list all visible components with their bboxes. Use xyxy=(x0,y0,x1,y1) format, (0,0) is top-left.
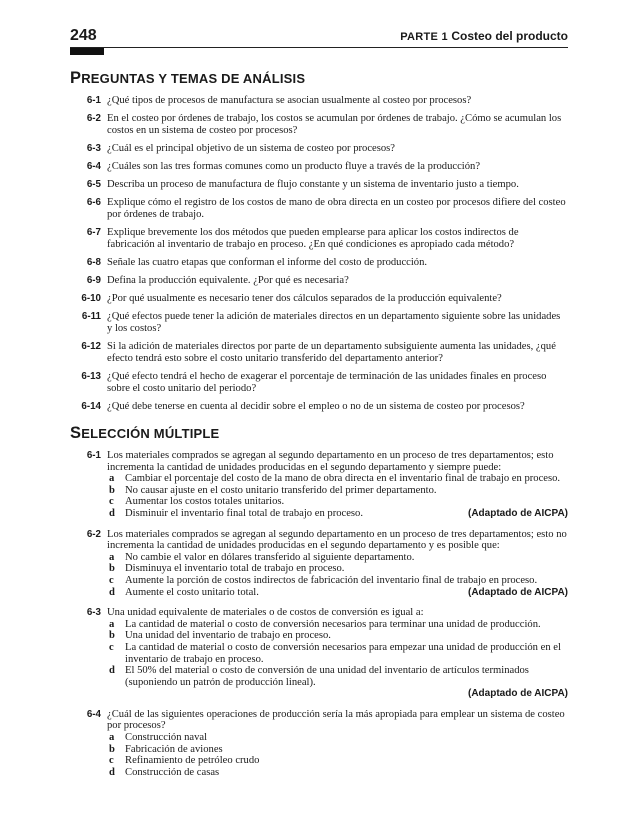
mc-option xyxy=(107,630,568,642)
questions-list xyxy=(70,95,568,419)
part-label: PARTE 1 xyxy=(400,31,448,43)
mc-stem: Una unidad equivalente de materiales o de costos de conversión es igual a: xyxy=(107,607,424,619)
mc-option-text: Aumentar los costos totales unitarios. xyxy=(125,496,285,508)
mc-option-text: No causar ajuste en el costo unitario transferido del primer departamento. xyxy=(125,484,437,496)
mc-option xyxy=(107,473,568,485)
mc-option-letter: c xyxy=(109,755,114,767)
question-number: 6-3 xyxy=(86,143,101,155)
mc-option-text: Aumente el costo unitario total. xyxy=(125,586,259,598)
mc-option xyxy=(107,619,568,631)
mc-option-text: Fabricación de aviones xyxy=(125,743,223,755)
mc-option-text: El 50% del material o costo de conversión de una unidad del inventario de artículos terminados (suponiendo un patrón de producción lineal). xyxy=(125,665,529,688)
question-item xyxy=(70,275,568,287)
question-item xyxy=(70,311,568,336)
mc-option-letter: a xyxy=(109,473,115,485)
mc-option xyxy=(107,496,568,508)
mc-option-letter: c xyxy=(109,574,114,586)
mc-option-text: Refinamiento de petróleo crudo xyxy=(125,755,260,767)
page-number: 248 xyxy=(70,27,97,44)
mc-option-text: Aumente la porción de costos indirectos de fabricación del inventario final de trabajo en proceso. xyxy=(125,574,538,586)
question-text: Defina la producción equivalente. ¿Por qué es necesaria? xyxy=(107,275,349,287)
mc-option-letter: a xyxy=(109,618,115,630)
question-text: ¿Cuáles son las tres formas comunes como un producto fluye a través de la producción? xyxy=(107,160,481,172)
question-text: ¿Qué efectos puede tener la adición de materiales directos en un departamento siguiente sobre las unidades y los costos? xyxy=(107,310,561,335)
mc-option xyxy=(107,732,568,744)
source-note: (Adaptado de AICPA) xyxy=(468,507,568,519)
mc-option xyxy=(107,744,568,756)
question-item xyxy=(70,257,568,269)
mc-number: 6-3 xyxy=(86,607,101,619)
mc-option-text: La cantidad de material o costo de conversión necesarios para terminar una unidad de producción. xyxy=(125,618,541,630)
question-item xyxy=(70,95,568,107)
question-item xyxy=(70,401,568,413)
mc-item xyxy=(70,709,568,779)
question-number: 6-9 xyxy=(86,275,101,287)
page-header xyxy=(70,27,568,47)
mc-option-letter: d xyxy=(109,507,115,519)
mc-option xyxy=(107,485,568,497)
mc-stem: Los materiales comprados se agregan al segundo departamento en un proceso de tres departamentos; esto incrementa la cantidad de unidades producidas en el segundo departamento y siempre puede: xyxy=(107,450,554,473)
mc-option-letter: b xyxy=(109,743,115,755)
mc-option-text: La cantidad de material o costo de conversión necesarios para empezar una unidad de producción en el inventario de trabajo en proceso. xyxy=(125,641,561,665)
questions-section-title xyxy=(70,69,305,88)
question-number: 6-5 xyxy=(86,178,101,190)
question-number: 6-7 xyxy=(86,226,101,238)
question-number: 6-8 xyxy=(86,257,101,269)
mc-item xyxy=(70,607,568,700)
mc-option xyxy=(107,665,568,688)
question-number: 6-4 xyxy=(86,160,101,172)
question-item xyxy=(70,179,568,191)
mc-option xyxy=(107,552,568,564)
mc-option xyxy=(107,508,568,520)
question-item xyxy=(70,371,568,396)
mc-number: 6-1 xyxy=(86,450,101,461)
mc-list xyxy=(70,450,568,787)
mc-option-text: No cambie el valor en dólares transferido al siguiente departamento. xyxy=(125,551,415,563)
mc-option-letter: b xyxy=(109,484,115,496)
mc-option xyxy=(107,575,568,587)
mc-option-letter: c xyxy=(109,641,114,653)
question-number: 6-11 xyxy=(81,310,101,322)
question-number: 6-2 xyxy=(86,112,101,124)
question-text: Describa un proceso de manufactura de flujo constante y un sistema de inventario justo a tiempo. xyxy=(107,178,519,190)
mc-number: 6-4 xyxy=(86,708,101,720)
mc-option-text: Disminuir el inventario final total de trabajo en proceso. xyxy=(125,507,363,519)
header-rule xyxy=(70,47,568,48)
question-text: ¿Qué debe tenerse en cuenta al decidir sobre el empleo o no de un sistema de costeo por procesos? xyxy=(107,401,525,413)
running-head xyxy=(400,29,568,43)
question-text: Señale las cuatro etapas que conforman el informe del costo de producción. xyxy=(107,257,428,269)
question-text: ¿Qué efecto tendrá el hecho de exagerar el porcentaje de terminación de las unidades finales en proceso sobre el costo unitario del periodo? xyxy=(107,371,547,395)
mc-option xyxy=(107,642,568,665)
question-item xyxy=(70,293,568,305)
mc-option-letter: c xyxy=(109,496,114,508)
mc-option-letter: d xyxy=(109,665,115,677)
mc-option-text: Construcción naval xyxy=(125,732,208,744)
mc-section-title xyxy=(70,424,219,443)
mc-option-letter: b xyxy=(109,563,115,575)
mc-number: 6-2 xyxy=(86,528,101,540)
title-initial: P xyxy=(70,69,82,87)
question-text: Explique cómo el registro de los costos de mano de obra directa en un costeo por procesos difiere del costeo por órdenes de trabajo. xyxy=(107,196,566,221)
mc-option xyxy=(107,767,568,779)
mc-option-letter: d xyxy=(109,586,115,598)
question-item xyxy=(70,197,568,222)
mc-item xyxy=(70,529,568,599)
question-number: 6-6 xyxy=(86,196,101,208)
mc-option-letter: d xyxy=(109,766,115,778)
source-note: (Adaptado de AICPA) xyxy=(468,688,568,700)
mc-option-letter: a xyxy=(109,732,115,744)
question-item xyxy=(70,143,568,155)
question-item xyxy=(70,113,568,138)
question-number: 6-12 xyxy=(81,340,101,352)
question-item xyxy=(70,341,568,366)
question-number: 6-14 xyxy=(81,401,101,413)
question-item xyxy=(70,161,568,173)
mc-stem: Los materiales comprados se agregan al segundo departamento en un proceso de tres departamentos; esto no incrementa la cantidad de unidades producidas en el segundo departamento y es posible que: xyxy=(107,528,567,552)
mc-item xyxy=(70,450,568,520)
mc-option-text: Cambiar el porcentaje del costo de la mano de obra directa en el inventario final de trabajo en proceso. xyxy=(125,473,561,485)
question-item xyxy=(70,227,568,252)
title-rest: ELECCIÓN MÚLTIPLE xyxy=(81,426,220,441)
mc-option xyxy=(107,755,568,767)
header-rule-block xyxy=(70,48,104,55)
question-text: ¿Por qué usualmente es necesario tener dos cálculos separados de la producción equivalente? xyxy=(107,292,502,304)
part-title: Costeo del producto xyxy=(451,29,568,43)
mc-option-text: Una unidad del inventario de trabajo en proceso. xyxy=(125,630,331,642)
title-initial: S xyxy=(70,424,82,442)
question-text: En el costeo por órdenes de trabajo, los costos se acumulan por órdenes de trabajo. ¿Cómo se acumulan los costos en un sistema de costeo por procesos? xyxy=(107,112,562,137)
mc-option-letter: b xyxy=(109,630,115,642)
question-text: Si la adición de materiales directos por parte de un departamento subsiguiente aumenta las unidades, ¿qué efecto tendrá esto sobre el costo unitario transferido del departamento anterior? xyxy=(107,340,556,365)
mc-option xyxy=(107,587,568,599)
title-rest: REGUNTAS Y TEMAS DE ANÁLISIS xyxy=(81,71,306,86)
question-number: 6-13 xyxy=(81,371,101,383)
question-text: Explique brevemente los dos métodos que pueden emplearse para aplicar los costos indirectos de fabricación al inventario de trabajo en proceso. ¿En qué condiciones es apropiado cada método? xyxy=(107,226,519,251)
source-note: (Adaptado de AICPA) xyxy=(468,586,568,598)
question-number: 6-1 xyxy=(86,95,101,106)
question-text: ¿Qué tipos de procesos de manufactura se asocian usualmente al costeo por procesos? xyxy=(107,95,472,106)
mc-option xyxy=(107,563,568,575)
mc-option-text: Construcción de casas xyxy=(125,766,220,778)
question-number: 6-10 xyxy=(81,292,101,304)
question-text: ¿Cuál es el principal objetivo de un sistema de costeo por procesos? xyxy=(107,143,396,155)
mc-stem: ¿Cuál de las siguientes operaciones de producción sería la más apropiada para emplear un sistema de costeo por procesos? xyxy=(107,708,565,732)
mc-option-text: Disminuya el inventario total de trabajo en proceso. xyxy=(125,563,345,575)
mc-option-letter: a xyxy=(109,551,115,563)
